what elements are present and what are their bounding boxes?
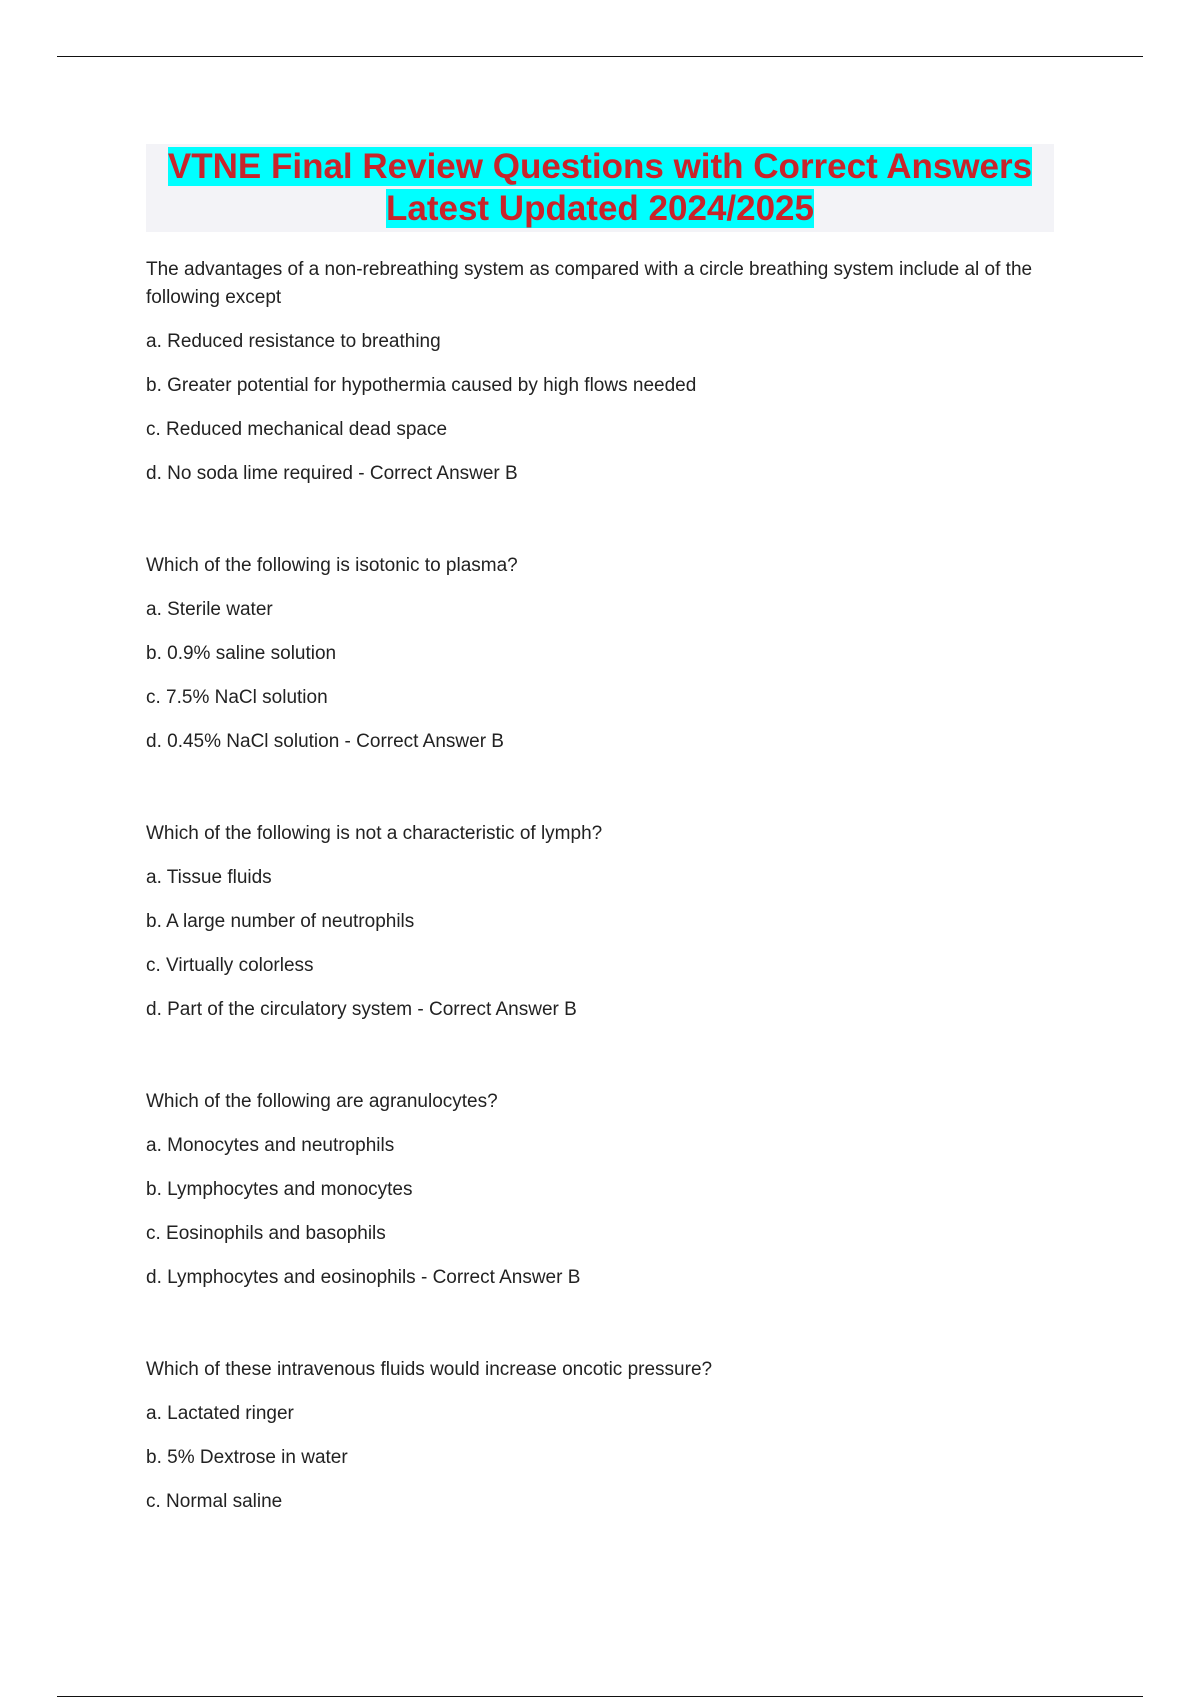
answer-option: a. Reduced resistance to breathing [146, 331, 441, 352]
answer-option: d. No soda lime required - Correct Answer B [146, 463, 518, 484]
answer-option: d. Lymphocytes and eosinophils - Correct Answer B [146, 1267, 581, 1288]
answer-option: c. Reduced mechanical dead space [146, 419, 448, 440]
question-text: Which of these intravenous fluids would increase oncotic pressure? [146, 1359, 713, 1380]
question-text: The advantages of a non-rebreathing system as compared with a circle breathing system include al of the following except [146, 259, 1033, 308]
question-text: Which of the following is isotonic to plasma? [146, 555, 518, 576]
answer-option: b. Greater potential for hypothermia caused by high flows needed [146, 375, 697, 396]
question-block [146, 552, 1056, 756]
answer-option: b. A large number of neutrophils [146, 911, 415, 932]
answer-option: b. Lymphocytes and monocytes [146, 1179, 413, 1200]
answer-option: c. 7.5% NaCl solution [146, 687, 328, 708]
question-block [146, 1356, 1056, 1516]
answer-option: d. 0.45% NaCl solution - Correct Answer B [146, 731, 504, 752]
answer-option: a. Tissue fluids [146, 867, 272, 888]
answer-option: a. Lactated ringer [146, 1403, 294, 1424]
answer-option: a. Monocytes and neutrophils [146, 1135, 395, 1156]
answer-option: b. 5% Dextrose in water [146, 1447, 348, 1468]
answer-option: d. Part of the circulatory system - Correct Answer B [146, 999, 577, 1020]
answer-option: c. Virtually colorless [146, 955, 314, 976]
header-rule [57, 56, 1143, 57]
question-list [146, 256, 1056, 1532]
question-text: Which of the following is not a characteristic of lymph? [146, 823, 603, 844]
answer-option: c. Eosinophils and basophils [146, 1223, 386, 1244]
document-title [146, 144, 1054, 232]
answer-option: c. Normal saline [146, 1491, 283, 1512]
footer-rule [57, 1696, 1143, 1697]
title-line-1: VTNE Final Review Questions with Correct Answers [167, 147, 1033, 186]
question-block [146, 820, 1056, 1024]
question-text: Which of the following are agranulocytes? [146, 1091, 498, 1112]
question-block [146, 256, 1056, 488]
answer-option: b. 0.9% saline solution [146, 643, 337, 664]
title-line-2: Latest Updated 2024/2025 [386, 189, 814, 228]
question-block [146, 1088, 1056, 1292]
answer-option: a. Sterile water [146, 599, 273, 620]
